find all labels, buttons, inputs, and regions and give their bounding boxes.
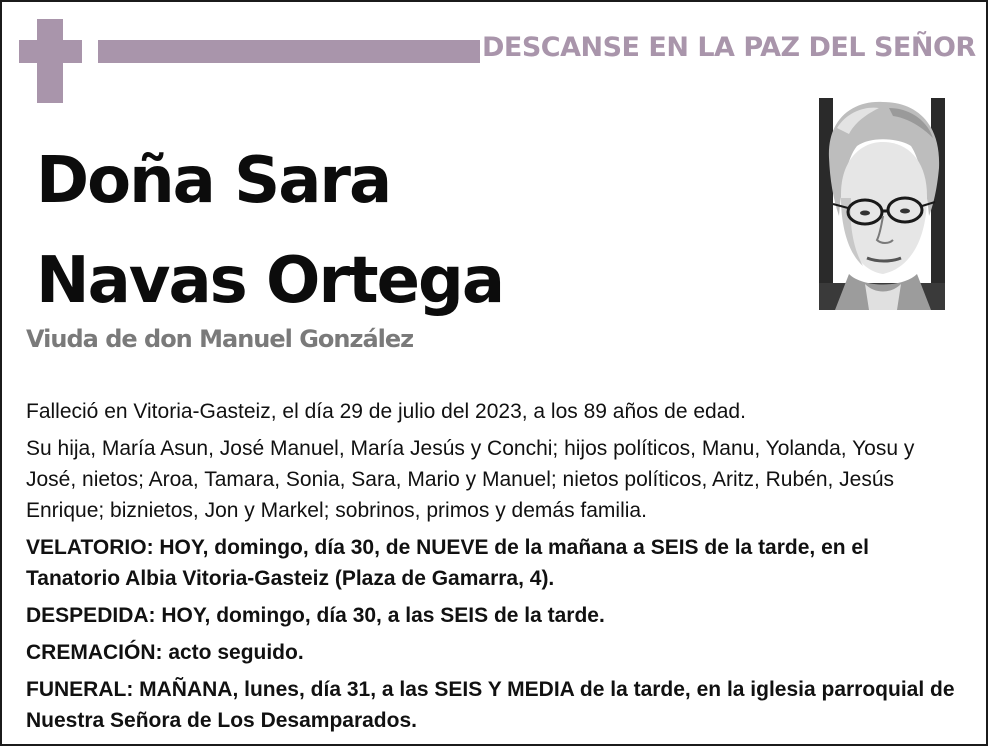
deceased-name bbox=[36, 131, 503, 331]
family-list: Su hija, María Asun, José Manuel, María Jesús y Conchi; hijos políticos, Manu, Yolanda, Yosu y José, nietos; Aroa, Tamara, Sonia, Sara, Mario y Manuel; nietos políticos, Aritz, Rubén, Jesús Enrique; biznietos, Jon y Markel; sobrinos, primos y demás familia. bbox=[26, 437, 915, 522]
notice-body bbox=[26, 396, 968, 742]
death-statement: Falleció en Vitoria-Gasteiz, el día 29 de julio del 2023, a los 89 años de edad. bbox=[26, 400, 746, 423]
funeral-info: FUNERAL: MAÑANA, lunes, día 31, a las SEIS Y MEDIA de la tarde, en la iglesia parroquial de Nuestra Señora de Los Desamparados. bbox=[26, 678, 955, 732]
widow-subtitle: Viuda de don Manuel González bbox=[26, 325, 414, 353]
deceased-name-line-1: Doña Sara bbox=[36, 144, 391, 218]
portrait-illustration bbox=[819, 98, 945, 310]
cremacion-info: CREMACIÓN: acto seguido. bbox=[26, 641, 304, 664]
header-title: DESCANSE EN LA PAZ DEL SEÑOR bbox=[482, 32, 976, 63]
portrait-photo bbox=[819, 98, 945, 310]
despedida-info: DESPEDIDA: HOY, domingo, día 30, a las SEIS de la tarde. bbox=[26, 604, 605, 627]
deceased-name-line-2: Navas Ortega bbox=[36, 244, 503, 318]
cross-horizontal-bar bbox=[19, 40, 82, 63]
velatorio-info: VELATORIO: HOY, domingo, día 30, de NUEVE de la mañana a SEIS de la tarde, en el Tanatorio Albia Vitoria-Gasteiz (Plaza de Gamarra, 4). bbox=[26, 536, 869, 590]
header-band bbox=[98, 40, 480, 63]
